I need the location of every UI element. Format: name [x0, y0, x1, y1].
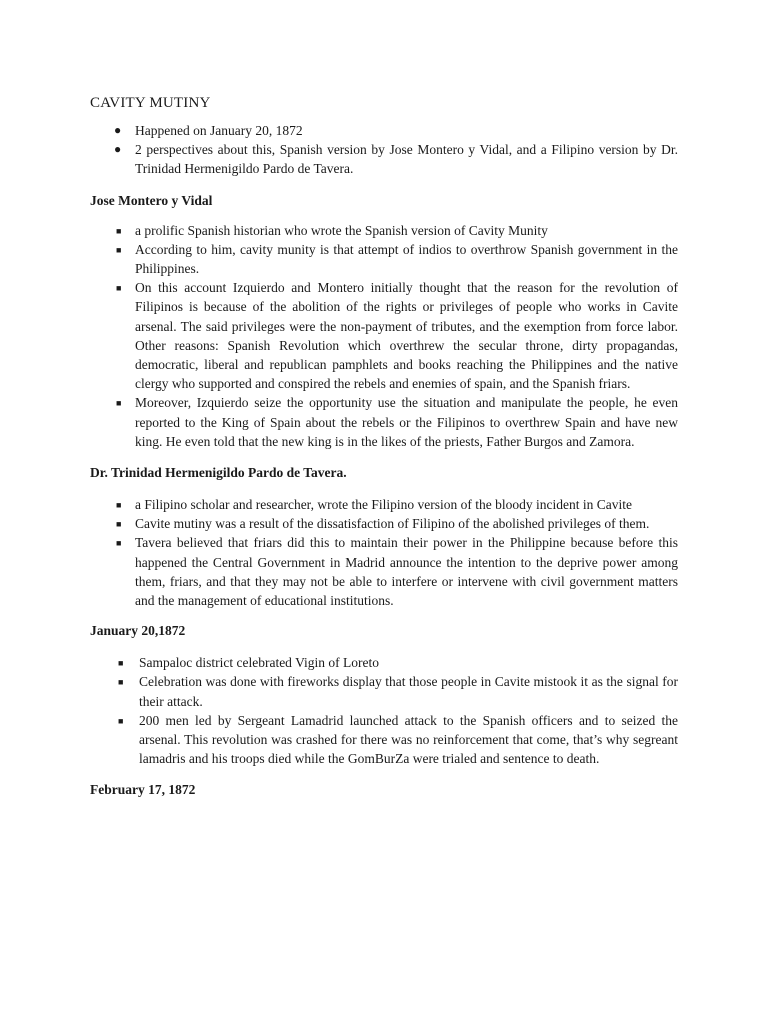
list-item [90, 495, 678, 514]
bullet-square-icon: ■ [116, 538, 122, 549]
list-item [90, 393, 678, 451]
list-item-text: 200 men led by Sergeant Lamadrid launched attack to the Spanish officers and to seized the arsenal. This revolution was crashed for there was no reinforcement that come, that’s why segreant lamadris and his troops died while the GomBurZa were trialed and sentence to death. [139, 712, 678, 767]
list-item [90, 533, 678, 610]
list-item [90, 514, 678, 533]
bullet-square-icon: ■ [118, 658, 124, 669]
list-item-text: a prolific Spanish historian who wrote the Spanish version of Cavity Munity [135, 222, 548, 238]
list-item-text: Cavite mutiny was a result of the dissatisfaction of Filipino of the abolished privileges of them. [135, 516, 650, 532]
document-title: CAVITY MUTINY [90, 95, 211, 111]
list-item-text: On this account Izquierdo and Montero initially thought that the reason for the revolution of Filipinos is because of the abolition of the rights or privileges of people who works in Cavite arsenal. The said privileges were the non-payment of tributes, and the exemption from force labor. Other reasons: Spanish Revolution which overthrew the secular throne, dirty propagandas, democratic, liberal and republican pamphlets and books reaching the Philippines and the native clergy who supported and conspired the rebels and enemies of spain, and the Spanish friars. [135, 280, 678, 392]
list-item-text: According to him, cavity munity is that attempt of indios to overthrow Spanish government in the Philippines. [135, 241, 678, 277]
tavera-list [90, 495, 678, 610]
list-item-text: Moreover, Izquierdo seize the opportunity use the situation and manipulate the people, he even reported to the King of Spain about the rebels or the Filipinos to overthrew Spain and have new king. He even told that the new king is in the likes of the priests, Father Burgos and Zamora. [135, 395, 678, 449]
list-item [90, 672, 678, 710]
bullet-square-icon: ■ [116, 500, 122, 511]
section-heading-february: February 17, 1872 [90, 782, 196, 798]
list-item [90, 278, 678, 393]
list-item [90, 121, 678, 140]
list-item [90, 140, 678, 178]
list-item [90, 653, 678, 672]
bullet-square-icon: ■ [118, 677, 124, 688]
bullet-square-icon: ■ [116, 244, 122, 255]
list-item-text: a Filipino scholar and researcher, wrote the Filipino version of the bloody incident in Cavite [135, 497, 632, 513]
section-heading-montero: Jose Montero y Vidal [90, 192, 213, 208]
bullet-square-icon: ■ [116, 519, 122, 530]
list-item-text: Tavera believed that friars did this to maintain their power in the Philippine because before this happened the Central Government in Madrid announce the intention to the deprive power among them, friars, and that they may not be able to interfere or intervene with civil government matters and the management of educational institutions. [135, 535, 678, 609]
intro-list [90, 121, 678, 179]
bullet-square-icon: ■ [118, 715, 124, 726]
list-item [90, 240, 678, 278]
bullet-square-icon: ■ [116, 398, 122, 409]
list-item [90, 711, 678, 769]
bullet-dot-icon: ● [114, 123, 122, 137]
january-list [90, 653, 678, 768]
list-item-text: Happened on January 20, 1872 [135, 123, 303, 138]
bullet-square-icon: ■ [116, 283, 122, 294]
section-heading-tavera: Dr. Trinidad Hermenigildo Pardo de Tavera. [90, 465, 347, 481]
montero-list [90, 221, 678, 451]
list-item-text: Sampaloc district celebrated Vigin of Loreto [139, 655, 379, 671]
section-heading-january: January 20,1872 [90, 623, 186, 639]
list-item [90, 221, 678, 240]
list-item-text: 2 perspectives about this, Spanish version by Jose Montero y Vidal, and a Filipino version by Dr. Trinidad Hermenigildo Pardo de Tavera. [135, 142, 678, 177]
list-item-text: Celebration was done with fireworks display that those people in Cavite mistook it as the signal for their attack. [139, 674, 678, 709]
bullet-dot-icon: ● [114, 142, 122, 157]
bullet-square-icon: ■ [116, 225, 122, 236]
